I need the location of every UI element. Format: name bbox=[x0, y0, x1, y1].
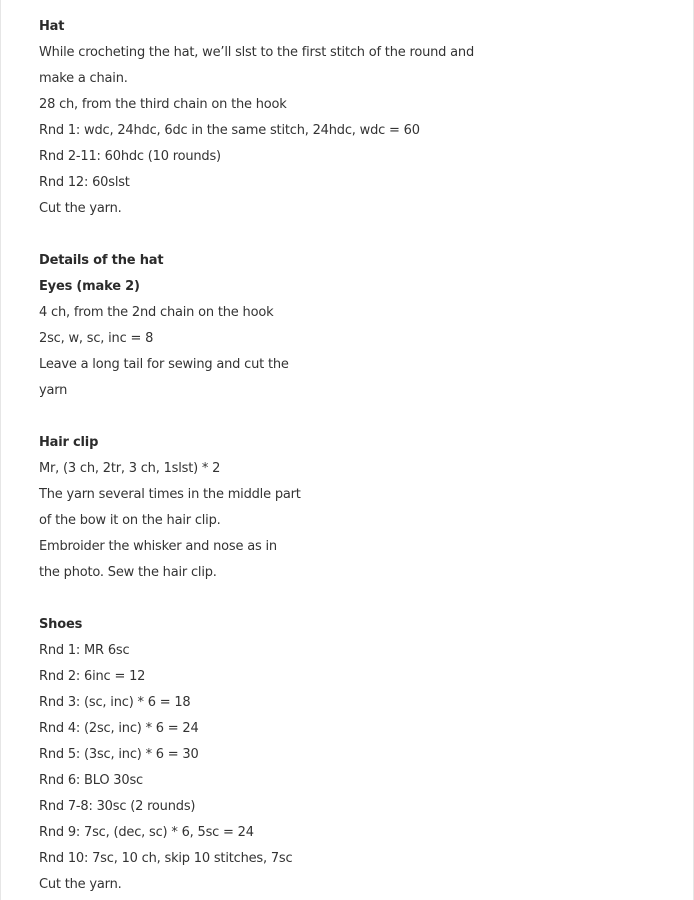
eyes-line: Leave a long tail for sewing and cut the bbox=[39, 357, 289, 372]
pattern-content bbox=[39, 14, 639, 898]
eyes-subheading: Eyes (make 2) bbox=[39, 279, 140, 294]
eyes-line: 2sc, w, sc, inc = 8 bbox=[39, 331, 154, 346]
hat-line: Rnd 12: 60slst bbox=[39, 175, 130, 190]
shoes-heading: Shoes bbox=[39, 617, 83, 632]
shoes-line: Rnd 9: 7sc, (dec, sc) * 6, 5sc = 24 bbox=[39, 825, 254, 840]
eyes-line: yarn bbox=[39, 383, 68, 398]
shoes-line: Rnd 1: MR 6sc bbox=[39, 643, 130, 658]
section-spacer bbox=[39, 222, 639, 248]
hair-clip-line: Mr, (3 ch, 2tr, 3 ch, 1slst) * 2 bbox=[39, 461, 221, 476]
shoes-line: Rnd 5: (3sc, inc) * 6 = 30 bbox=[39, 747, 199, 762]
hair-clip-line: The yarn several times in the middle part bbox=[39, 487, 301, 502]
shoes-line: Rnd 6: BLO 30sc bbox=[39, 773, 143, 788]
shoes-line: Rnd 10: 7sc, 10 ch, skip 10 stitches, 7sc bbox=[39, 851, 293, 866]
hat-line: Cut the yarn. bbox=[39, 201, 122, 216]
hat-line: Rnd 2-11: 60hdc (10 rounds) bbox=[39, 149, 221, 164]
hat-line: Rnd 1: wdc, 24hdc, 6dc in the same stitch, 24hdc, wdc = 60 bbox=[39, 123, 420, 138]
details-heading: Details of the hat bbox=[39, 253, 164, 268]
hair-clip-heading: Hair clip bbox=[39, 435, 99, 450]
section-spacer bbox=[39, 404, 639, 430]
hat-heading: Hat bbox=[39, 19, 65, 34]
shoes-line: Rnd 2: 6inc = 12 bbox=[39, 669, 146, 684]
hat-line: While crocheting the hat, we’ll slst to the first stitch of the round and bbox=[39, 45, 475, 60]
shoes-line: Cut the yarn. bbox=[39, 877, 122, 892]
hair-clip-line: the photo. Sew the hair clip. bbox=[39, 565, 217, 580]
hat-line: make a chain. bbox=[39, 71, 128, 86]
section-spacer bbox=[39, 586, 639, 612]
shoes-line: Rnd 7-8: 30sc (2 rounds) bbox=[39, 799, 196, 814]
eyes-line: 4 ch, from the 2nd chain on the hook bbox=[39, 305, 274, 320]
shoes-line: Rnd 3: (sc, inc) * 6 = 18 bbox=[39, 695, 191, 710]
hat-line: 28 ch, from the third chain on the hook bbox=[39, 97, 287, 112]
hair-clip-line: of the bow it on the hair clip. bbox=[39, 513, 221, 528]
shoes-line: Rnd 4: (2sc, inc) * 6 = 24 bbox=[39, 721, 199, 736]
hair-clip-line: Embroider the whisker and nose as in bbox=[39, 539, 277, 554]
